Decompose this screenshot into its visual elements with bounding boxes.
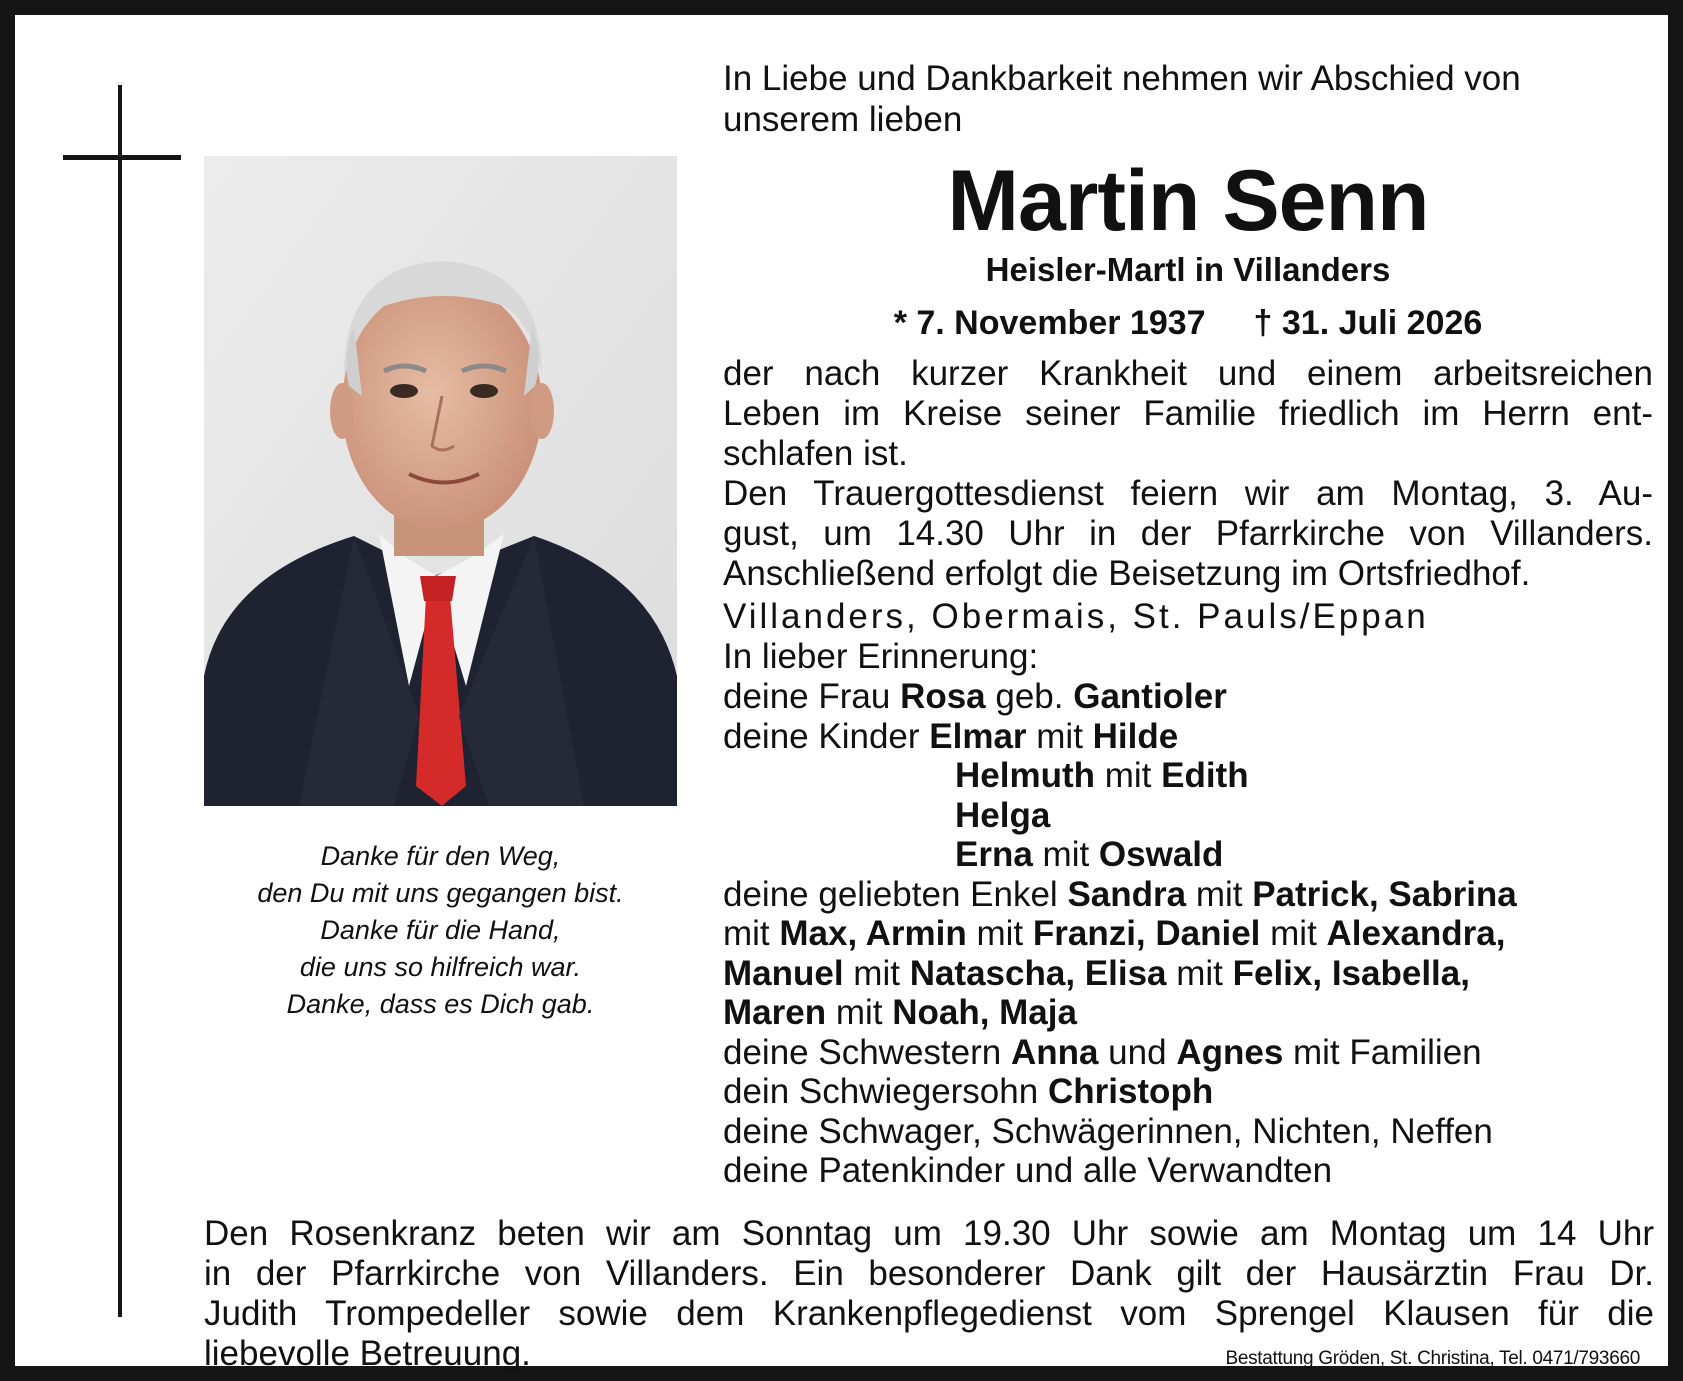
body-line: schlafen ist. [723, 434, 908, 473]
children-label: deine Kinder [723, 716, 930, 756]
grandchild-name: Alexandra, [1326, 914, 1506, 953]
with-label: mit [1095, 756, 1162, 795]
family-grandchildren [723, 875, 1653, 915]
grandchild-name: Sandra [1067, 874, 1187, 914]
with-label: mit [826, 993, 893, 1032]
grandchildren-label: deine geliebten Enkel [723, 874, 1068, 914]
grandchild-name: Felix, Isabella, [1232, 953, 1470, 993]
child-name: Helmuth [955, 756, 1095, 795]
with-label: mit [1166, 953, 1233, 993]
sisters-label: deine Schwestern [723, 1032, 1011, 1072]
child-name: Elmar [929, 716, 1027, 756]
family-child [723, 835, 1653, 875]
quote-line: Danke, dass es Dich gab. [286, 989, 595, 1019]
quote-line: Danke für den Weg, [320, 841, 561, 871]
life-dates [723, 302, 1653, 344]
soninlaw-label: dein Schwiegersohn [723, 1072, 1048, 1111]
sister-name: Anna [1010, 1032, 1099, 1072]
child-name: Helga [955, 795, 1051, 835]
family-grandchildren [723, 954, 1653, 994]
with-label: mit [1260, 914, 1327, 953]
grandchild-name: Natascha, Elisa [909, 953, 1167, 993]
wife-label: deine Frau [723, 677, 901, 716]
rosary-line: Den Rosenkranz beten wir am Sonntag um 19.30 Uhr sowie am Montag um 14 Uhr [204, 1214, 1654, 1253]
partner-name: Oswald [1098, 835, 1224, 874]
cross-horizontal-bar [63, 155, 181, 160]
quote-poem [204, 838, 677, 1023]
with-label: mit [1186, 874, 1253, 914]
family-grandchildren [723, 914, 1653, 954]
with-label: mit [1026, 716, 1093, 756]
rosary-line: Judith Trompedeller sowie dem Krankenpflegedienst vom Sprengel Klausen für die [204, 1294, 1654, 1333]
with-label: mit [1032, 835, 1099, 874]
cross-vertical-bar [118, 85, 122, 1317]
family-godchildren: deine Patenkinder und alle Verwandten [723, 1151, 1333, 1190]
family-soninlaw [723, 1072, 1653, 1112]
places-line: Villanders, Obermais, St. Pauls/Eppan [723, 597, 1429, 636]
with-label: mit [843, 953, 910, 993]
body-line: der nach kurzer Krankheit und einem arbeitsreichen [723, 354, 1653, 393]
announcement-body [723, 354, 1653, 1191]
grandchild-name: Franzi, Daniel [1032, 914, 1261, 953]
grandchild-name: Maren [723, 993, 827, 1032]
family-grandchildren [723, 993, 1653, 1033]
wife-born-label: geb. [985, 677, 1074, 716]
family-inlaws: deine Schwager, Schwägerinnen, Nichten, Neffen [723, 1111, 1493, 1151]
child-name: Erna [955, 835, 1033, 874]
intro-line: unserem lieben [723, 100, 963, 139]
deceased-name: Martin Senn [947, 153, 1429, 249]
deceased-nickname: Heisler-Martl in Villanders [985, 251, 1391, 288]
death-date: † 31. Juli 2026 [1253, 304, 1483, 342]
family-child [723, 756, 1653, 796]
soninlaw-name: Christoph [1047, 1072, 1214, 1111]
partner-name: Edith [1161, 756, 1249, 795]
quote-line: die uns so hilfreich war. [299, 952, 582, 982]
family-list [723, 677, 1653, 1191]
body-line: Den Trauergottesdienst feiern wir am Montag, 3. Au- [723, 474, 1653, 513]
grandchild-name: Noah, Maja [892, 993, 1077, 1032]
wife-name: Rosa [900, 677, 986, 716]
grandchild-name: Manuel [723, 953, 844, 993]
wife-maiden-name: Gantioler [1073, 677, 1227, 716]
body-line: gust, um 14.30 Uhr in der Pfarrkirche von Villanders. [723, 514, 1653, 553]
with-label: mit [723, 914, 780, 953]
quote-line: Danke für die Hand, [320, 915, 561, 945]
family-child [723, 717, 1653, 757]
memory-label: In lieber Erinnerung: [723, 637, 1039, 676]
quote-line: den Du mit uns gegangen bist. [257, 878, 624, 908]
with-label: mit [966, 914, 1033, 953]
birth-date: * 7. November 1937 [893, 304, 1206, 342]
body-line: Leben im Kreise seiner Familie friedlich im Herrn ent- [723, 394, 1653, 433]
partner-name: Hilde [1092, 716, 1179, 756]
rosary-line: in der Pfarrkirche von Villanders. Ein besonderer Dank gilt der Hausärztin Frau Dr. [204, 1254, 1654, 1293]
and-label: und [1098, 1032, 1177, 1072]
family-child [723, 796, 1653, 836]
grandchild-name: Max, Armin [779, 914, 967, 953]
families-label: mit Familien [1283, 1032, 1482, 1072]
portrait-photo [204, 156, 677, 806]
family-sisters [723, 1033, 1653, 1073]
intro-text [723, 58, 1653, 140]
grandchild-name: Patrick, Sabrina [1252, 874, 1517, 914]
intro-line: In Liebe und Dankbarkeit nehmen wir Abschied von [723, 59, 1521, 98]
family-wife [723, 677, 1653, 717]
funeral-home-footer: Bestattung Gröden, St. Christina, Tel. 0471/793660 [1225, 1348, 1640, 1369]
body-line: Anschließend erfolgt die Beisetzung im Ortsfriedhof. [723, 554, 1531, 593]
sister-name: Agnes [1176, 1032, 1284, 1072]
portrait-illustration [204, 156, 677, 806]
rosary-line: liebevolle Betreuung. [204, 1334, 531, 1373]
